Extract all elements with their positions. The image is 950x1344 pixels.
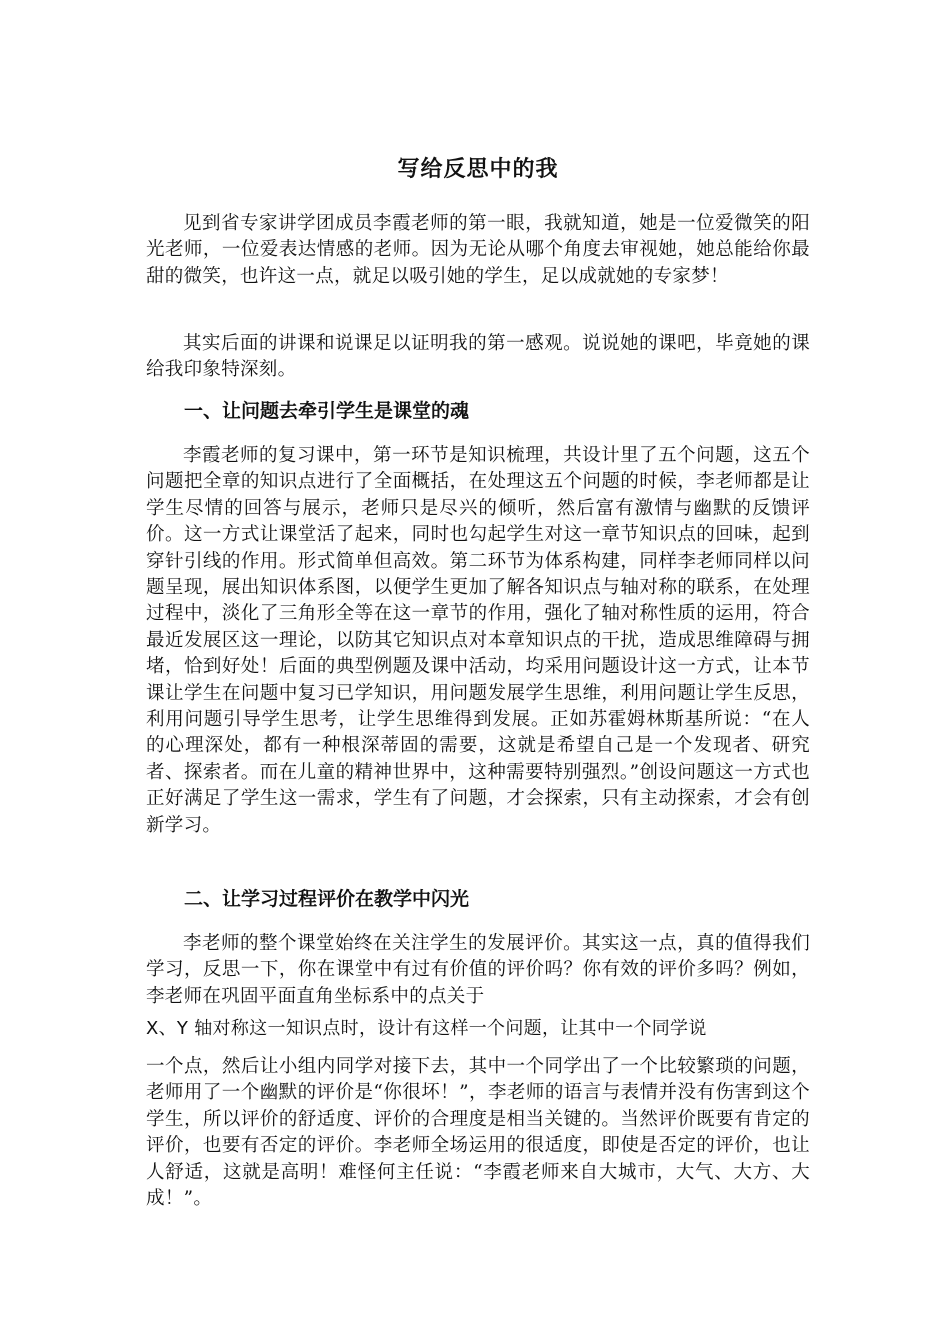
paragraph-impression: 其实后面的讲课和说课足以证明我的第一感观。说说她的课吧，毕竟她的课给我印象特深刻。 xyxy=(146,333,810,381)
section-heading-1: 一、让问题去牵引学生是课堂的魂 xyxy=(184,400,470,422)
paragraph-questions: 李霞老师的复习课中，第一环节是知识梳理，共设计里了五个问题，这五个问题把全章的知识点进行了全面概括，在处理这五个问题的时候，李老师都是让学生尽情的回答与展示，老师只是尽兴的倾听，然后富有激情与幽默的反馈评价。这一方式让课堂活了起来，同时也勾起学生对这一章节知识点的回味，起到穿针引线的作用。形式简单但高效。第二环节为体系构建，同样李老师同样以问题呈现，展出知识体系图，以便学生更加了解各知识点与轴对称的联系，在处理过程中，淡化了三角形全等在这一章节的作用，强化了轴对称性质的运用，符合最近发展区这一理论，以防其它知识点对本章知识点的干扰，造成思维障碍与拥堵，恰到好处！后面的典型例题及课中活动，均采用问题设计这一方式，让本节课让学生在问题中复习已学知识，用问题发展学生思维，利用问题让学生反思，利用问题引导学生思考，让学生思维得到发展。正如苏霍姆林斯基所说：“在人的心理深处，都有一种根深蒂固的需要，这就是希望自己是一个发现者、研究者、探索者。而在儿童的精神世界中，这种需要特别强烈。”创设问题这一方式也正好满足了学生这一需求，学生有了问题，才会探索，只有主动探索，才会有创新学习。 xyxy=(146,445,810,836)
section-heading-2: 二、让学习过程评价在教学中闪光 xyxy=(184,888,470,910)
paragraph-evaluation-continued: 一个点，然后让小组内同学对接下去，其中一个同学出了一个比较繁琐的问题，老师用了一个幽默的评价是“你很坏！”，李老师的语言与表情并没有伤害到这个学生，所以评价的舒适度、评价的合理度是相当关键的。当然评价既要有肯定的评价，也要有否定的评价。李老师全场运用的很适度，即使是否定的评价，也让人舒适，这就是高明！难怪何主任说：“李霞老师来自大城市，大气、大方、大成！”。 xyxy=(146,1056,810,1210)
paragraph-evaluation: 李老师的整个课堂始终在关注学生的发展评价。其实这一点，真的值得我们学习，反思一下，你在课堂中有过有价值的评价吗？你有效的评价多吗？例如，李老师在巩固平面直角坐标系中的点关于 xyxy=(146,933,810,1007)
paragraph-evaluation-axis-line: X、Y 轴对称这一知识点时，设计有这样一个问题，让其中一个同学说 xyxy=(146,1018,707,1039)
paragraph-intro: 见到省专家讲学团成员李霞老师的第一眼，我就知道，她是一位爱微笑的阳光老师，一位爱表达情感的老师。因为无论从哪个角度去审视她，她总能给你最甜的微笑，也许这一点，就足以吸引她的学生，足以成就她的专家梦！ xyxy=(146,213,810,287)
page-title: 写给反思中的我 xyxy=(397,156,559,182)
